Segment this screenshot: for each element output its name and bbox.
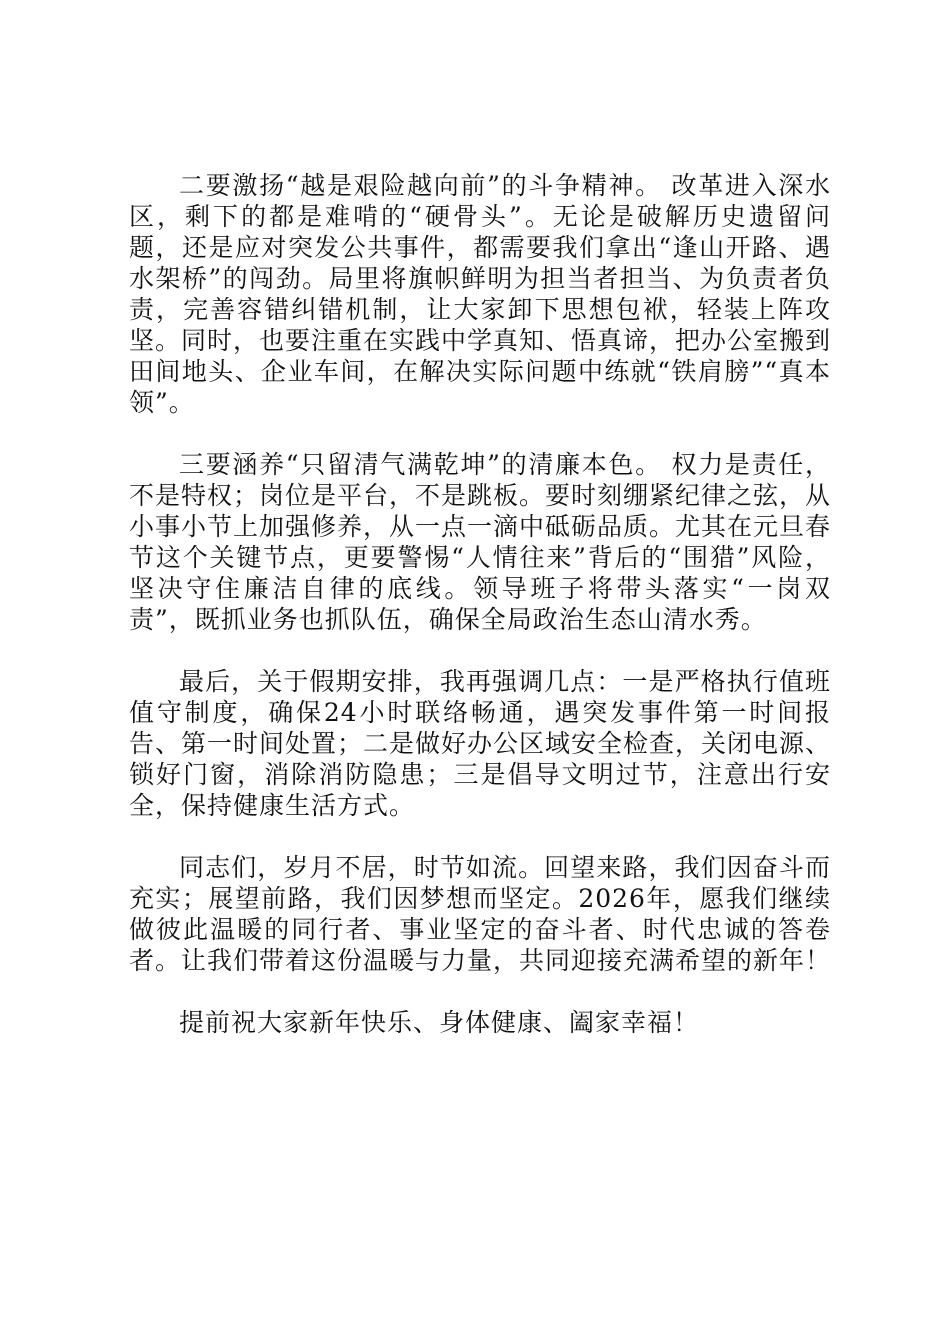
- paragraph-struggle-spirit: 二要激扬“越是艰险越向前”的斗争精神。 改革进入深水区，剩下的都是难啃的“硬骨头”。无论是破解历史遗留问题，还是应对突发公共事件，都需要我们拿出“逢山开路、遇水架桥”的闯劲。局里将旗帜鲜明为担当者担当、为负责者负责，完善容错纠错机制，让大家卸下思想包袱，轻装上阵攻坚。同时，也要注重在实践中学真知、悟真谛，把办公室搬到田间地头、企业车间，在解决实际问题中练就“铁肩膀”“真本领”。: [129, 171, 832, 417]
- paragraph-holiday-arrangements: 最后，关于假期安排，我再强调几点：一是严格执行值班值守制度，确保24小时联络畅通，遇突发事件第一时间报告、第一时间处置；二是做好办公区域安全检查，关闭电源、锁好门窗，消除消防隐患；三是倡导文明过节，注意出行安全，保持健康生活方式。: [129, 667, 832, 820]
- paragraph-new-year-wishes: 提前祝大家新年快乐、身体健康、阖家幸福！: [179, 1008, 700, 1037]
- document-body: [129, 170, 831, 1069]
- paragraph-closing-remarks: 同志们，岁月不居，时节如流。回望来路，我们因奋斗而充实；展望前路，我们因梦想而坚定。2026年，愿我们继续做彼此温暖的同行者、事业坚定的奋斗者、时代忠诚的答卷者。让我们带着这份温暖与力量，共同迎接充满希望的新年！: [129, 853, 832, 975]
- paragraph-integrity: 三要涵养“只留清气满乾坤”的清廉本色。 权力是责任，不是特权；岗位是平台，不是跳板。要时刻绷紧纪律之弦，从小事小节上加强修养，从一点一滴中砥砺品质。尤其在元旦春节这个关键节点，更要警惕“人情往来”背后的“围猎”风险，坚决守住廉洁自律的底线。领导班子将带头落实“一岗双责”，既抓业务也抓队伍，确保全局政治生态山清水秀。: [129, 450, 832, 634]
